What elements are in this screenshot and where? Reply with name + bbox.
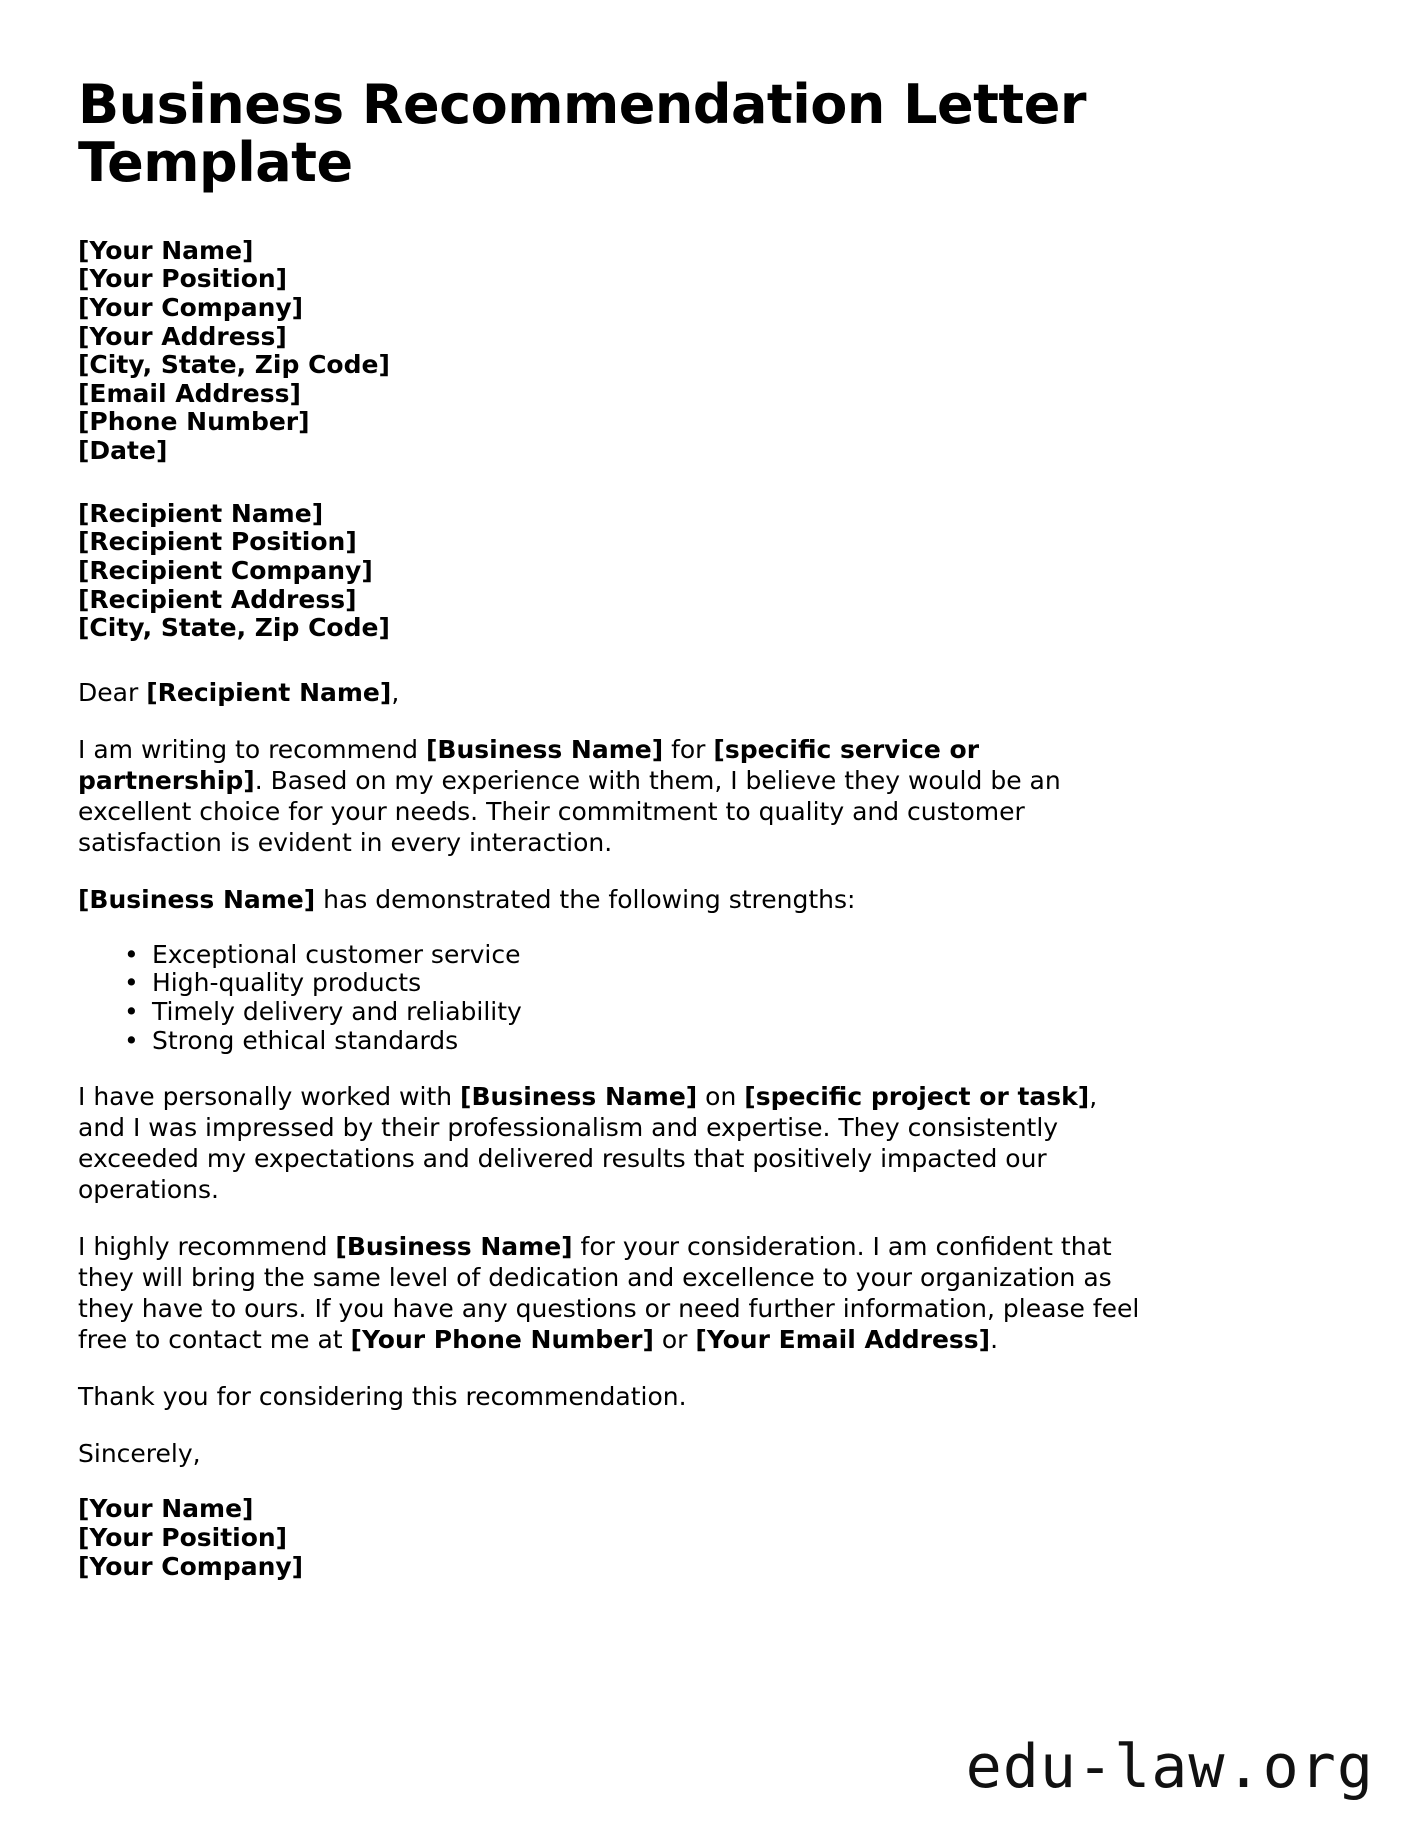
paragraph-recommendation [78,1231,1140,1355]
closing-line: Sincerely, [78,1439,201,1469]
watermark-edu-law: edu-law.org [965,1732,1374,1802]
list-item: • Exceptional customer service [152,941,1338,970]
list-item: • Strong ethical standards [152,1027,1338,1056]
paragraph-thanks: Thank you for considering this recommendation. [78,1382,687,1412]
para4-text-3: or [653,1325,696,1355]
signature-block [78,1495,1338,1581]
para4-text-1: I highly recommend [78,1232,336,1262]
signature-line-your-company: [Your Company] [78,1551,304,1581]
sender-line-your-name: [Your Name] [78,235,254,265]
para4-your-phone-number: [Your Phone Number] [350,1325,654,1355]
salutation-punctuation: , [391,677,400,707]
para3-specific-project: [specific project or task] [744,1082,1090,1112]
sender-line-your-address: [Your Address] [78,321,287,351]
sender-line-your-position: [Your Position] [78,264,288,294]
para1-business-name: [Business Name] [425,734,664,764]
strengths-list [78,941,1338,1056]
para1-text-3: . Based on my experience with them, I believe they would be an excellent choice for your needs. Their commitment to quality and customer satisfaction is evident in every interaction. [78,765,1061,857]
para4-your-email-address: [Your Email Address] [695,1325,991,1355]
para4-business-name: [Business Name] [335,1232,573,1262]
recipient-line-address: [Recipient Address] [78,584,357,614]
para4-text-2: for your consideration. I am confident that they will bring the same level of dedication and excellence to your organization as they have to ours. If you have any questions or need further information, please feel free to contact me at [78,1232,1140,1355]
para1-text-1: I am writing to recommend [78,734,426,764]
salutation-greeting: Dear [78,677,147,707]
para1-specific-service: [specific service or partnership] [78,734,980,795]
recipient-line-name: [Recipient Name] [78,498,324,528]
para3-business-name: [Business Name] [460,1082,698,1112]
sender-line-city-state-zip: [City, State, Zip Code] [78,350,390,380]
recipient-line-position: [Recipient Position] [78,527,357,557]
list-item: • High-quality products [152,969,1338,998]
salutation [78,677,1140,708]
paragraph-opening [78,734,1140,858]
recipient-line-city-state-zip: [City, State, Zip Code] [78,613,390,643]
signature-line-your-position: [Your Position] [78,1522,288,1552]
sender-line-email-address: [Email Address] [78,378,301,408]
para3-text-2: on [697,1082,745,1112]
sender-address-block [78,237,1338,466]
paragraph-experience [78,1081,1140,1205]
page-title: Business Recommendation Letter Template [78,73,1086,195]
para3-text-3: , and I was impressed by their professionalism and expertise. They consistently exceeded my expectations and delivered results that positively impacted our operations. [78,1082,1098,1205]
signature-line-your-name: [Your Name] [78,1494,254,1524]
sender-line-date: [Date] [78,436,168,465]
para3-text-1: I have personally worked with [78,1082,461,1112]
salutation-recipient-name: [Recipient Name] [146,677,392,707]
recipient-line-company: [Recipient Company] [78,555,373,585]
sender-line-your-company: [Your Company] [78,292,304,322]
para1-text-2: for [663,734,714,764]
paragraph-strengths-intro [78,884,1140,915]
list-item: • Timely delivery and reliability [152,998,1338,1027]
para2-text-1: has demonstrated the following strengths: [315,884,856,914]
recipient-address-block [78,500,1338,643]
para4-text-4: . [990,1325,999,1355]
sender-line-phone-number: [Phone Number] [78,407,310,437]
para2-business-name: [Business Name] [78,884,316,914]
